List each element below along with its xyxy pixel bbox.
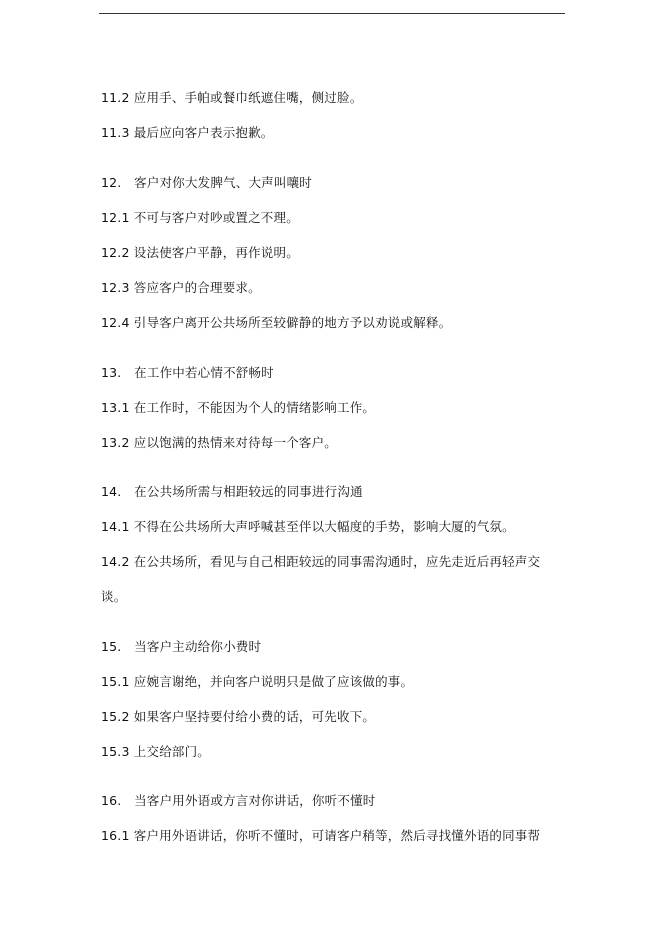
list-item-11-2: 11.2 应用手、手帕或餐巾纸遮住嘴，侧过脸。 [101,90,363,105]
section-heading-14: 14. 在公共场所需与相距较远的同事进行沟通 [101,484,363,499]
list-item-13-1: 13.1 在工作时，不能因为个人的情绪影响工作。 [101,400,376,415]
list-item-14-1: 14.1 不得在公共场所大声呼喊甚至伴以大幅度的手势，影响大厦的气氛。 [101,519,515,534]
list-item-12-4: 12.4 引导客户离开公共场所至较僻静的地方予以劝说或解释。 [101,315,452,330]
section-heading-15: 15. 当客户主动给你小费时 [101,639,262,654]
list-item-13-2: 13.2 应以饱满的热情来对待每一个客户。 [101,435,338,450]
list-item-12-1: 12.1 不可与客户对吵或置之不理。 [101,210,299,225]
list-item-12-2: 12.2 设法使客户平静，再作说明。 [101,245,299,260]
list-item-15-2: 15.2 如果客户坚持要付给小费的话，可先收下。 [101,709,376,724]
list-item-15-3: 15.3 上交给部门。 [101,744,211,759]
list-item-14-2: 14.2 在公共场所，看见与自己相距较远的同事需沟通时，应先走近后再轻声交 [101,554,541,569]
list-item-16-1: 16.1 客户用外语讲话，你听不懂时，可请客户稍等，然后寻找懂外语的同事帮 [101,828,541,843]
list-item-12-3: 12.3 答应客户的合理要求。 [101,280,261,295]
section-heading-13: 13. 在工作中若心情不舒畅时 [101,365,274,380]
list-item-11-3: 11.3 最后应向客户表示抱歉。 [101,125,274,140]
header-rule [99,13,565,14]
list-item-15-1: 15.1 应婉言谢绝，并向客户说明只是做了应该做的事。 [101,674,414,689]
section-heading-12: 12. 客户对你大发脾气、大声叫嚷时 [101,175,312,190]
section-heading-16: 16. 当客户用外语或方言对你讲话，你听不懂时 [101,793,376,808]
list-item-14-2-continued: 谈。 [101,589,127,604]
